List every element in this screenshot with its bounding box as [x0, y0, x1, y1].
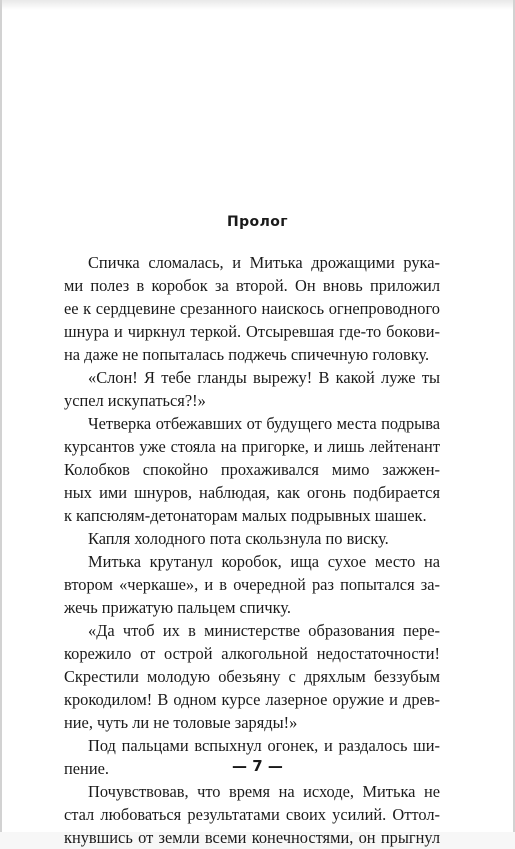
text-line: ми полез в коробок за второй. Он вновь приложил	[64, 276, 440, 295]
text-line: кнувшись от земли всеми конечностями, он прыгнул	[64, 828, 440, 847]
text-line: на даже не попыталась поджечь спичечную головку.	[64, 345, 430, 364]
text-line: ние, чуть ли не толовые заряды!»	[64, 713, 298, 732]
text-line: курсантов уже стояла на пригорке, и лишь лейтенант	[64, 437, 440, 456]
text-line: Колобков спокойно прохаживался мимо зажжен-	[64, 460, 440, 479]
text-line: ее к сердцевине срезанного наискось огнепроводного	[64, 299, 440, 318]
text-line: Четверка отбежавших от будущего места подрыва	[88, 414, 440, 433]
text-line: шнура и чиркнул теркой. Отсыревшая где-то бокови-	[64, 322, 440, 341]
text-line: успел искупаться?!»	[64, 391, 206, 410]
text-line: стал любоваться результатами своих усилий. Оттол-	[64, 805, 440, 824]
text-line: жечь прижатую пальцем спичку.	[64, 598, 291, 617]
text-line: Спичка сломалась, и Митька дрожащими рука-	[88, 253, 440, 272]
text-line: Почувствовав, что время на исходе, Митька не	[88, 782, 440, 801]
text-line: Капля холодного пота скользнула по виску.	[88, 529, 389, 548]
text-line: Митька крутанул коробок, ища сухое место на	[88, 552, 440, 571]
text-line: к капсюлям-детонаторам малых подрывных шашек.	[64, 506, 427, 525]
text-line: крокодилом! В одном курсе лазерное оружие и древ-	[64, 690, 440, 709]
text-line: Под пальцами вспыхнул огонек, и раздалось ши-	[88, 736, 440, 755]
page-number: — 7 —	[232, 757, 283, 775]
text-line: втором «черкаше», и в очередной раз попытался за-	[64, 575, 440, 594]
text-line: «Слон! Я тебе гланды вырежу! В какой луже ты	[88, 368, 440, 387]
text-line: корежило от острой алкогольной недостаточности!	[64, 644, 440, 663]
text-line: Скрестили молодую обезьяну с дряхлым беззубым	[64, 667, 440, 686]
text-line: ных ими шнуров, наблюдая, как огонь подбирается	[64, 483, 440, 502]
chapter-title: Пролог	[227, 214, 288, 230]
text-line: пение.	[64, 759, 109, 778]
text-line: «Да чтоб их в министерстве образования пере-	[88, 621, 440, 640]
